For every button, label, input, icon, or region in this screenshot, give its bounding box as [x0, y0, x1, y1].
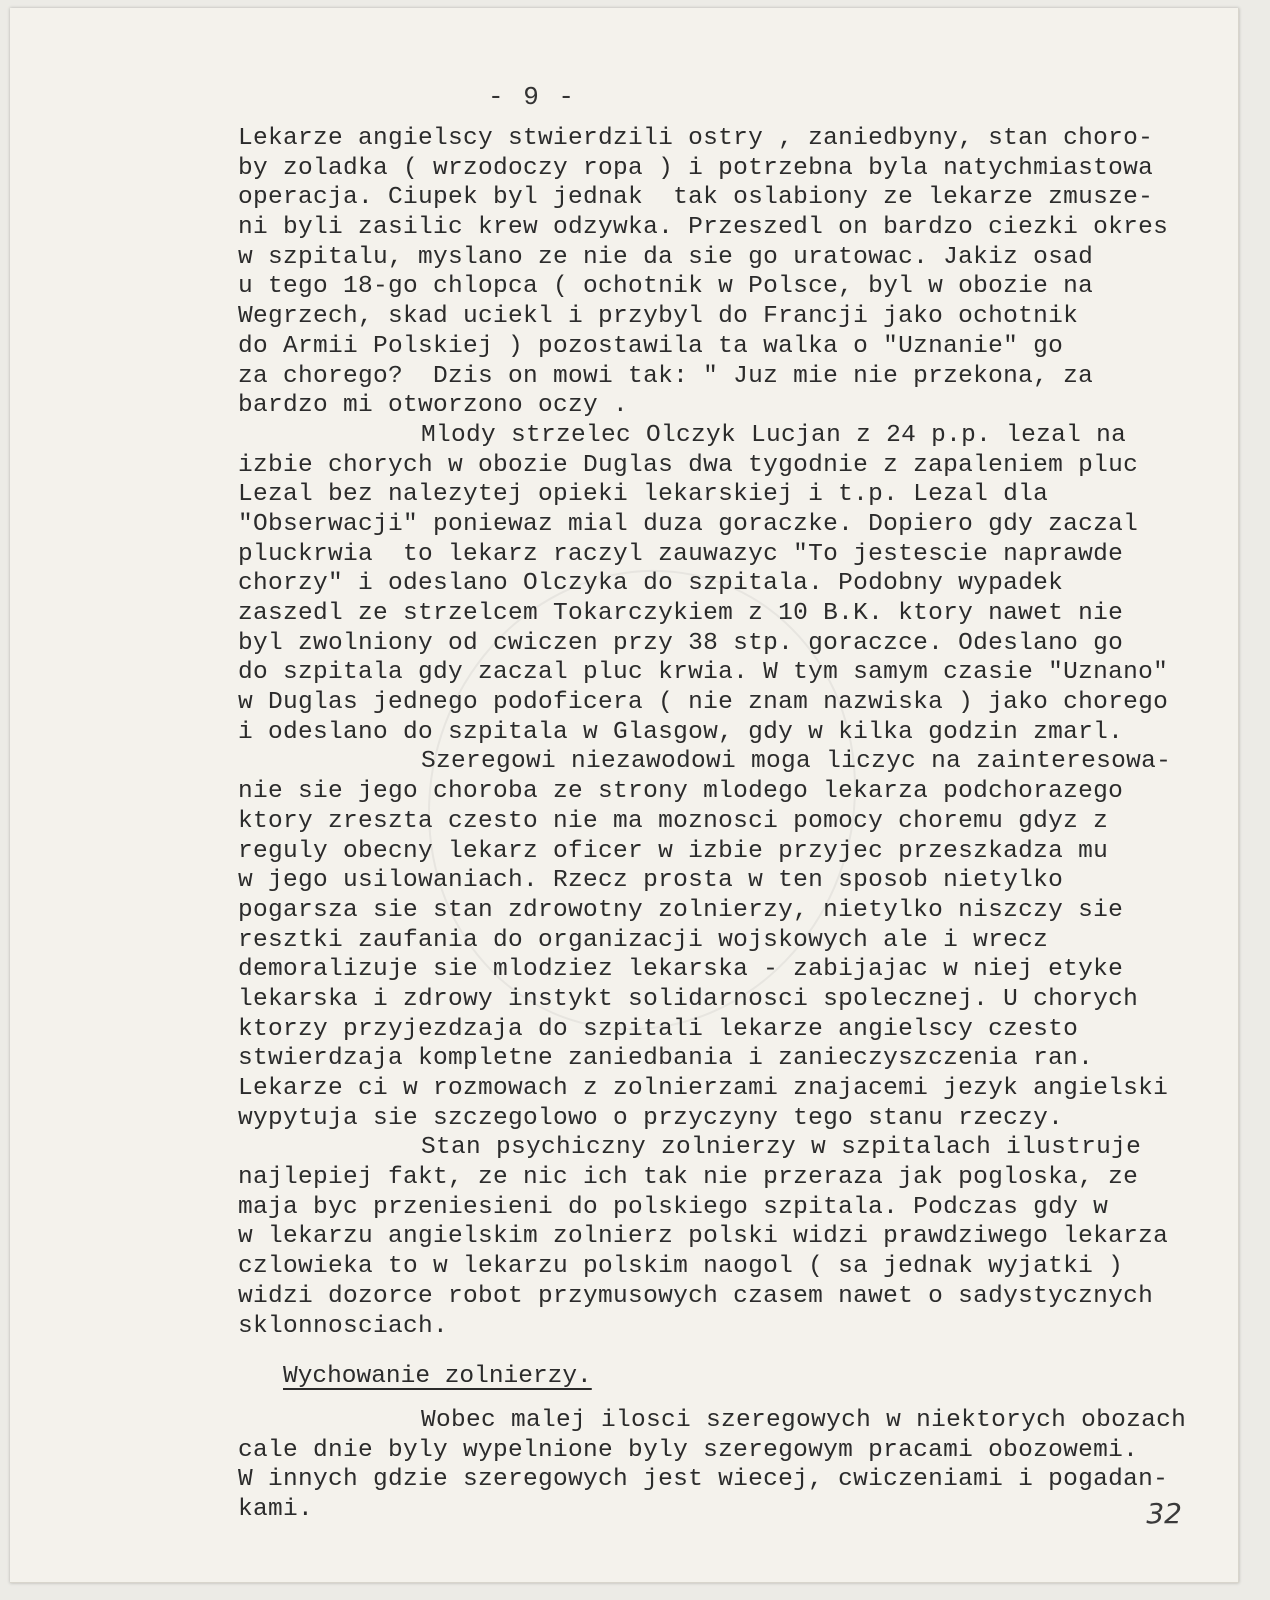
document-page	[10, 8, 1239, 1583]
text-line: Stan psychiczny zolnierzy w szpitalach ilustruje	[421, 1134, 1142, 1162]
text-line: reguly obecny lekarz oficer w izbie przyjec przeszkadza mu	[238, 837, 1109, 865]
text-line: ktorzy przyjezdzaja do szpitali lekarze angielscy czesto	[238, 1015, 1079, 1043]
text-line: nie sie jego choroba ze strony mlodego lekarza podchorazego	[238, 778, 1124, 806]
text-line: Lezal bez nalezytej opieki lekarskiej i t.p. Lezal dla	[238, 481, 1049, 509]
text-line: by zoladka ( wrzodoczy ropa ) i potrzebna byla natychmiastowa	[238, 154, 1154, 182]
text-line: Szeregowi niezawodowi moga liczyc na zainteresowa-	[421, 748, 1172, 776]
text-line: stwierdzaja kompletne zaniedbania i zanieczyszczenia ran.	[238, 1045, 1094, 1073]
text-line: Lekarze angielscy stwierdzili ostry , zaniedbyny, stan choro-	[238, 125, 1154, 152]
text-line: cale dnie byly wypelnione byly szeregowym pracami obozowemi.	[238, 1436, 1139, 1464]
body-text-top	[238, 124, 1238, 1341]
body-text-bottom	[238, 1406, 1238, 1525]
text-line: wypytuja sie szczegolowo o przyczyny tego stanu rzeczy.	[238, 1104, 1064, 1132]
text-line: widzi dozorce robot przymusowych czasem nawet o sadystycznych	[238, 1282, 1154, 1310]
text-line: maja byc przeniesieni do polskiego szpitala. Podczas gdy w	[238, 1193, 1109, 1221]
text-line: u tego 18-go chlopca ( ochotnik w Polsce, byl w obozie na	[238, 273, 1094, 301]
section-heading: Wychowanie zolnierzy.	[283, 1363, 592, 1390]
text-line: operacja. Ciupek byl jednak tak oslabiony ze lekarze zmusze-	[238, 184, 1154, 212]
text-line: Wegrzech, skad uciekl i przybyl do Francji jako ochotnik	[238, 303, 1079, 331]
text-line: czlowieka to w lekarzu polskim naogol ( sa jednak wyjatki )	[238, 1253, 1124, 1281]
text-line: Mlody strzelec Olczyk Lucjan z 24 p.p. lezal na	[421, 421, 1127, 449]
text-line: "Obserwacji" poniewaz mial duza goraczke. Dopiero gdy zaczal	[238, 510, 1139, 538]
text-line: byl zwolniony od cwiczen przy 38 stp. goraczce. Odeslano go	[238, 629, 1124, 657]
text-line: zaszedl ze strzelcem Tokarczykiem z 10 B.K. ktory nawet nie	[238, 600, 1124, 627]
text-line: sklonnosciach.	[238, 1312, 449, 1340]
text-line: demoralizuje sie mlodziez lekarska - zabijajac w niej etyke	[238, 956, 1124, 984]
text-line: W innych gdzie szeregowych jest wiecej, cwiczeniami i pogadan-	[238, 1466, 1169, 1494]
text-line: lekarska i zdrowy instykt solidarnosci spolecznej. U chorych	[238, 985, 1139, 1013]
text-line: pogarsza sie stan zdrowotny zolnierzy, nietylko niszczy sie	[238, 896, 1124, 924]
text-line: w lekarzu angielskim zolnierz polski widzi prawdziwego lekarza	[238, 1223, 1169, 1251]
text-line: w szpitalu, myslano ze nie da sie go uratowac. Jakiz osad	[238, 243, 1094, 271]
text-line: w jego usilowaniach. Rzecz prosta w ten sposob nietylko	[238, 867, 1064, 895]
text-line: ktory zreszta czesto nie ma moznosci pomocy choremu gdyz z	[238, 807, 1109, 835]
text-line: ni byli zasilic krew odzywka. Przeszedl on bardzo ciezki okres	[238, 214, 1169, 242]
text-line: i odeslano do szpitala w Glasgow, gdy w kilka godzin zmarl.	[238, 718, 1124, 746]
text-line: pluckrwia to lekarz raczyl zauwazyc "To jestescie naprawde	[238, 540, 1124, 568]
text-line: najlepiej fakt, ze nic ich tak nie przeraza jak pogloska, ze	[238, 1164, 1139, 1192]
text-line: bardzo mi otworzono oczy .	[238, 392, 629, 420]
handwritten-folio-number: 32	[1146, 1497, 1182, 1530]
text-line: Lekarze ci w rozmowach z zolnierzami znajacemi jezyk angielski	[238, 1075, 1169, 1102]
text-line: w Duglas jednego podoficera ( nie znam nazwiska ) jako chorego	[238, 689, 1169, 717]
text-line: chorzy" i odeslano Olczyka do szpitala. Podobny wypadek	[238, 570, 1064, 598]
text-line: do szpitala gdy zaczal pluc krwia. W tym samym czasie "Uznano"	[238, 659, 1169, 687]
text-line: za chorego? Dzis on mowi tak: " Juz mie nie przekona, za	[238, 362, 1094, 390]
text-line: kami.	[238, 1496, 314, 1524]
text-line: resztki zaufania do organizacji wojskowych ale i wrecz	[238, 926, 1049, 954]
page-number: - 9 -	[488, 82, 577, 112]
text-line: izbie chorych w obozie Duglas dwa tygodnie z zapaleniem pluc	[238, 451, 1139, 479]
text-line: Wobec malej ilosci szeregowych w niektorych obozach	[421, 1407, 1187, 1434]
text-line: do Armii Polskiej ) pozostawila ta walka o "Uznanie" go	[238, 332, 1064, 360]
